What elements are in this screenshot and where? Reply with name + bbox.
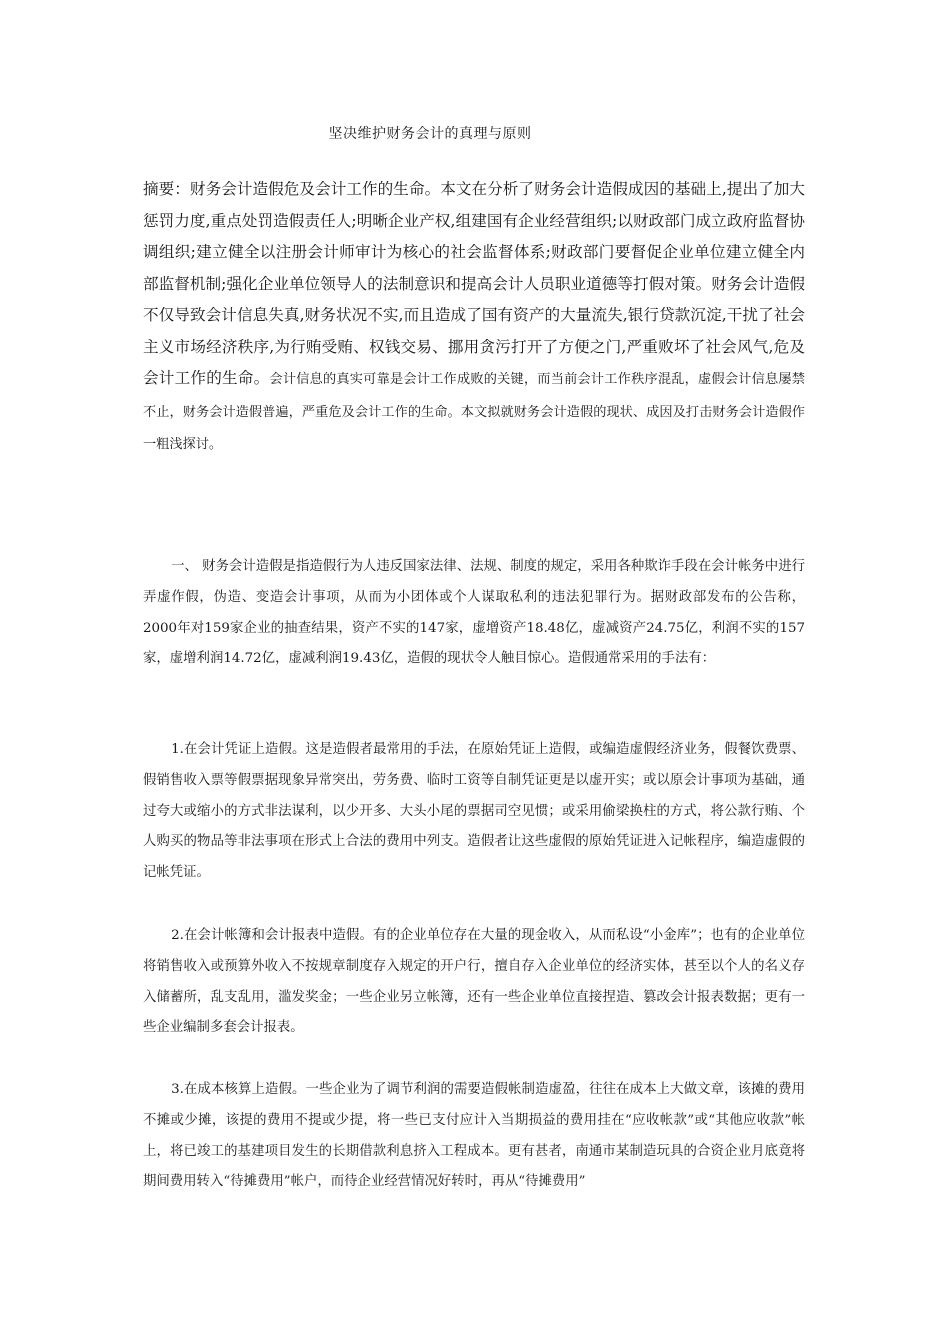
abstract-paragraph (143, 174, 805, 461)
body-paragraph-3: 2.在会计帐簿和会计报表中造假。有的企业单位存在大量的现金收入，从而私设“小金库”；也有的企业单位将销售收入或预算外收入不按规章制度存入规定的开户行，擅自存入企业单位的经济实体，甚至以个人的名义存入储蓄所，乱支乱用，滥发奖金；一些企业另立帐簿，还有一些企业单位直接捏造、篡改会计报表数据；更有一些企业编制多套会计报表。 (143, 928, 805, 1036)
body-paragraph-4: 3.在成本核算上造假。一些企业为了调节利润的需要造假帐制造虚盈，往往在成本上大做文章，该摊的费用不摊或少摊，该提的费用不提或少提，将一些已支付应计入当期损益的费用挂在“应收帐款”或“其他应收款”帐上，将已竣工的基建项目发生的长期借款利息挤入工程成本。更有甚者，南通市某制造玩具的合资企业月底竟将期间费用转入“待摊费用”帐户，而待企业经营情况好转时，再从“待摊费用” (143, 1082, 805, 1190)
abstract-main-text: 摘要：财务会计造假危及会计工作的生命。本文在分析了财务会计造假成因的基础上,提出了加大惩罚力度,重点处罚造假责任人;明晰企业产权,组建国有企业经营组织;以财政部门成立政府监督协调组织;建立健全以注册会计师审计为核心的社会监督体系;财政部门要督促企业单位建立健全内部监督机制;强化企业单位领导人的法制意识和提高会计人员职业道德等打假对策。财务会计造假不仅导致会计信息失真,财务状况不实,而且造成了国有资产的大量流失,银行贷款沉淀,干扰了社会主义市场经济秩序,为行贿受贿、权钱交易、挪用贪污打开了方便之门,严重败坏了社会风气,危及会计工作的生命。 (143, 180, 805, 387)
document-title: 坚决维护财务会计的真理与原则 (328, 126, 532, 142)
abstract-tail-text: 会计信息的真实可靠是会计工作成败的关键，而当前会计工作秩序混乱，虚假会计信息屡禁不止，财务会计造假普遍，严重危及会计工作的生命。本文拟就财务会计造假的现状、成因及打击财务会计造假作一粗浅探讨。 (143, 372, 805, 452)
body-paragraph-2: 1.在会计凭证上造假。这是造假者最常用的手法，在原始凭证上造假，或编造虚假经济业务，假餐饮费票、假销售收入票等假票据现象异常突出，劳务费、临时工资等自制凭证更是以虚开实；或以原会计事项为基础，通过夸大或缩小的方式非法谋利，以少开多、大头小尾的票据司空见惯；或采用偷梁换柱的方式，将公款行贿、个人购买的物品等非法事项在形式上合法的费用中列支。造假者让这些虚假的原始凭证进入记帐程序，编造虚假的记帐凭证。 (143, 742, 805, 881)
body-paragraph-1: 一、 财务会计造假是指造假行为人违反国家法律、法规、制度的规定，采用各种欺诈手段在会计帐务中进行弄虚作假，伪造、变造会计事项，从而为小团体或个人谋取私利的违法犯罪行为。据财政部发布的公告称，2000年对159家企业的抽查结果，资产不实的147家，虚增资产18.48亿，虚减资产24.75亿，利润不实的157家，虚增利润14.72亿，虚减利润19.43亿，造假的现状令人触目惊心。造假通常采用的手法有： (143, 559, 805, 667)
